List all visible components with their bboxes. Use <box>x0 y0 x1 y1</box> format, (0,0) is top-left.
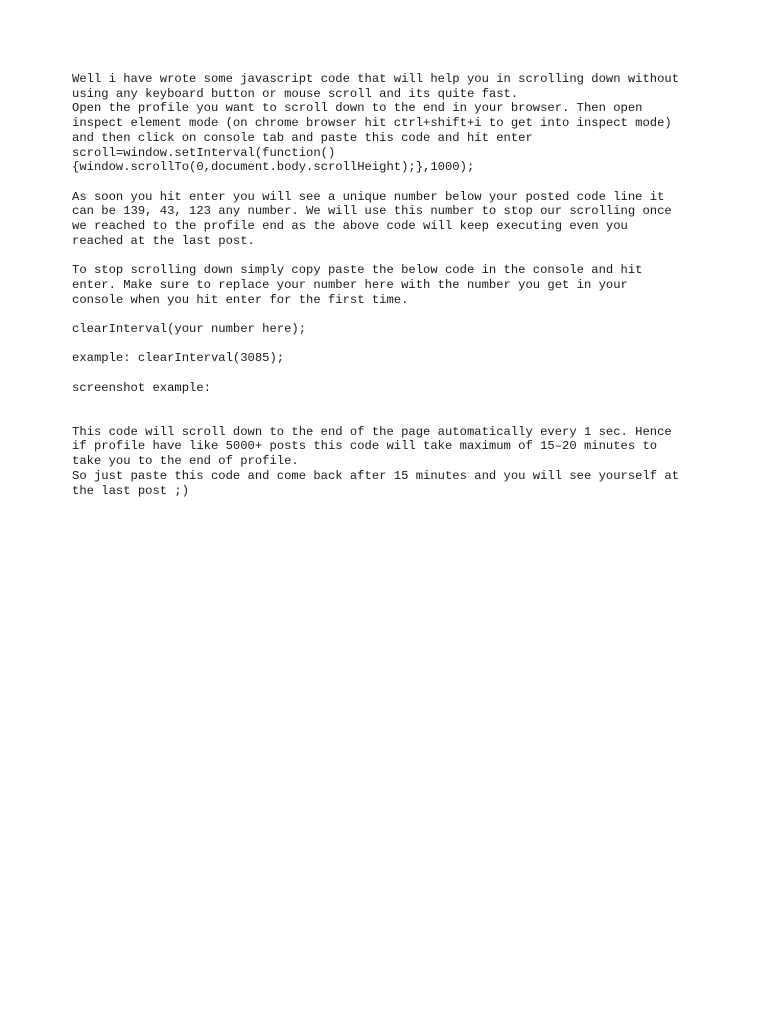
paragraph-spacer <box>72 175 712 190</box>
text-line: take you to the end of profile. <box>72 454 299 469</box>
document-page <box>72 72 712 498</box>
text-line: if profile have like 5000+ posts this code will take maximum of 15–20 minutes to <box>72 439 658 454</box>
text-line: can be 139, 43, 123 any number. We will use this number to stop our scrolling once <box>72 204 672 219</box>
code-line: scroll=window.setInterval(function() <box>72 145 336 160</box>
paragraph-stop-scrolling <box>72 263 712 307</box>
text-line: Open the profile you want to scroll down to the end in your browser. Then open <box>72 101 643 116</box>
paragraph-example <box>72 351 712 366</box>
text-line: using any keyboard button or mouse scroll and its quite fast. <box>72 86 519 101</box>
paragraph-spacer <box>72 366 712 381</box>
text-line: reached at the last post. <box>72 233 255 248</box>
paragraph-clear-interval <box>72 322 712 337</box>
paragraph-spacer <box>72 337 712 352</box>
paragraph-intro <box>72 72 712 175</box>
text-line: To stop scrolling down simply copy paste the below code in the console and hit <box>72 263 643 278</box>
screenshot-placeholder-space <box>72 395 712 424</box>
text-line: So just paste this code and come back after 15 minutes and you will see yourself at <box>72 468 680 483</box>
text-line: This code will scroll down to the end of the page automatically every 1 sec. Hence <box>72 424 672 439</box>
paragraph-unique-number <box>72 190 712 249</box>
text-line: enter. Make sure to replace your number here with the number you get in your <box>72 277 628 292</box>
paragraph-spacer <box>72 307 712 322</box>
code-line: {window.scrollTo(0,document.body.scrollHeight);},1000); <box>72 160 475 175</box>
paragraph-spacer <box>72 248 712 263</box>
text-line: screenshot example: <box>72 380 211 395</box>
code-line: clearInterval(your number here); <box>72 321 307 336</box>
text-line: and then click on console tab and paste this code and hit enter <box>72 130 533 145</box>
paragraph-conclusion <box>72 425 712 499</box>
text-line: As soon you hit enter you will see a unique number below your posted code line it <box>72 189 665 204</box>
paragraph-screenshot-label <box>72 381 712 396</box>
text-line: Well i have wrote some javascript code that will help you in scrolling down without <box>72 72 680 86</box>
text-line: the last post ;) <box>72 483 190 498</box>
text-line: inspect element mode (on chrome browser hit ctrl+shift+i to get into inspect mode) <box>72 116 672 131</box>
text-line: console when you hit enter for the first time. <box>72 292 409 307</box>
code-line: example: clearInterval(3085); <box>72 351 285 366</box>
text-line: we reached to the profile end as the above code will keep executing even you <box>72 219 628 234</box>
